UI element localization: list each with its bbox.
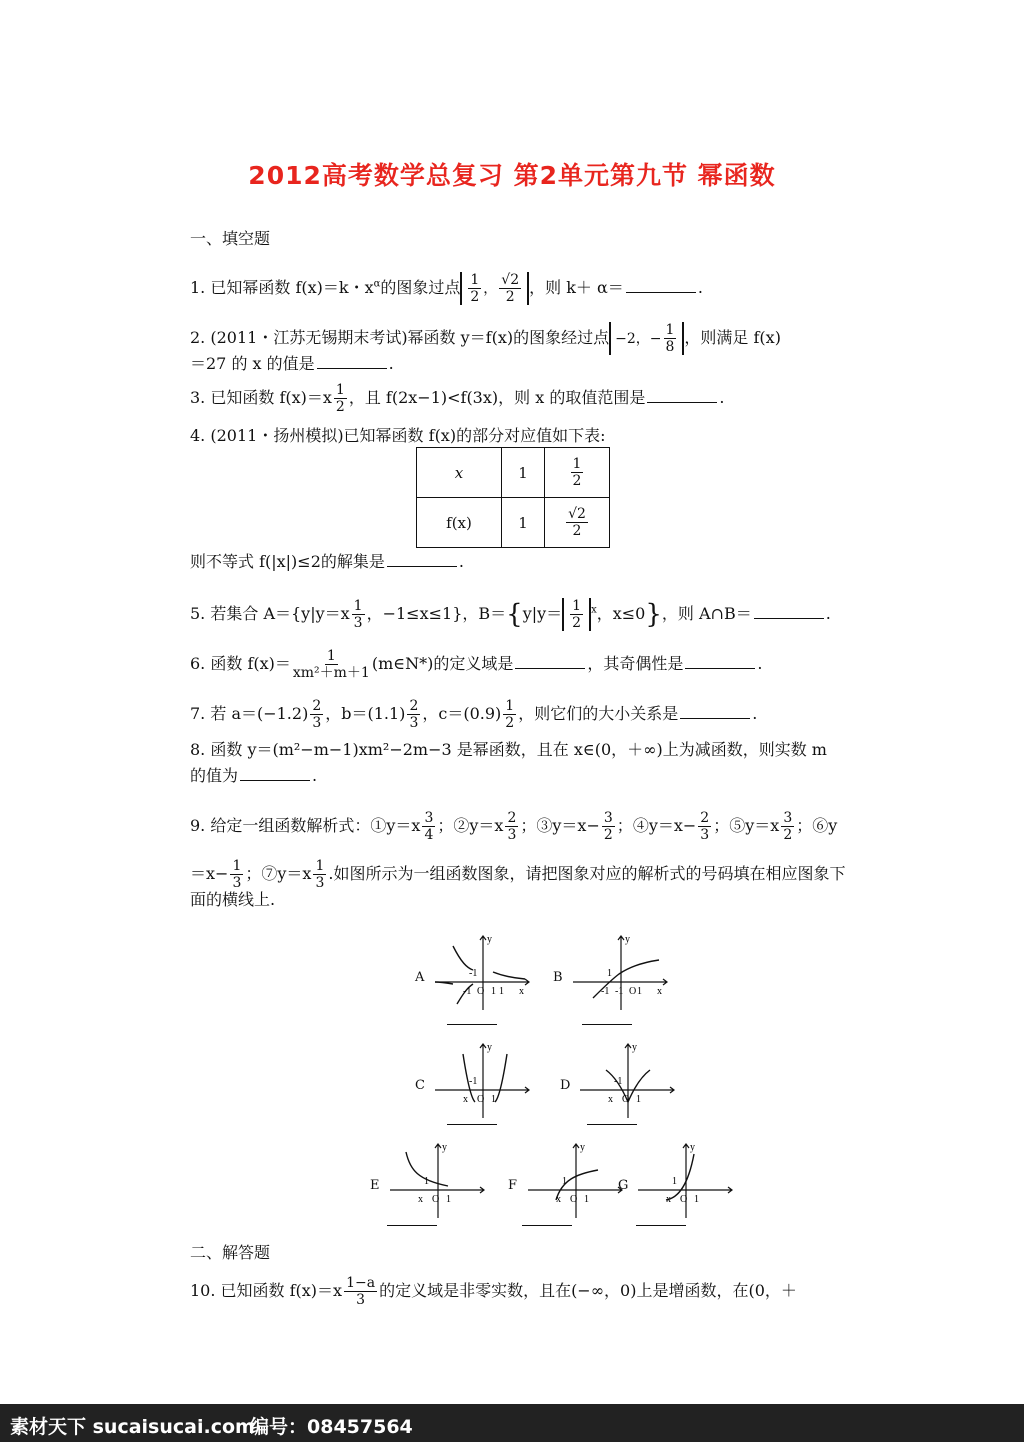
answer-blank[interactable] — [240, 766, 310, 781]
tick-label: 1 — [694, 1194, 699, 1205]
tick-label: x — [463, 1094, 468, 1105]
tick-label: y — [690, 1142, 695, 1153]
axes — [435, 1044, 529, 1118]
question-2: 2. (2011・江苏无锡期末考试)幂函数 y＝f(x)的图象经过点 −2， − $\frac{1}{8}$ ，则满足 f(x) — [190, 322, 781, 355]
tick-label: 1 — [637, 986, 642, 997]
graph-answer-blank[interactable] — [636, 1225, 686, 1226]
graph-label-E: E — [370, 1178, 380, 1193]
question-8-line2: 的值为 . — [190, 766, 318, 785]
question-1: 1. 已知幂函数 f(x)＝k・$x^\alpha$的图象过点 $\frac{1}{2}$ ， $\frac{√2}{2}$ ，则 k＋ α＝ . — [190, 272, 703, 305]
answer-blank[interactable] — [685, 654, 755, 669]
tick-label: -1 — [469, 968, 478, 979]
answer-blank[interactable] — [680, 704, 750, 719]
question-6: 6. 函数 f(x)＝ $\frac{1}{\text{xm²＋m＋1}}$ (m∈N*)的定义域是 ，其奇偶性是 . — [190, 648, 763, 681]
tick-label: 1 — [584, 1194, 589, 1205]
graph-answer-blank[interactable] — [387, 1225, 437, 1226]
watermark-id: 编号：08457564 — [250, 1416, 413, 1438]
tick-label: -1 — [601, 986, 610, 997]
section-fill-in: 一、填空题 — [190, 229, 271, 248]
answer-blank[interactable] — [515, 654, 585, 669]
table-cell: 1 — [502, 498, 545, 548]
tick-label: y — [442, 1142, 447, 1153]
page-title: 2012高考数学总复习 第2单元第九节 幂函数 — [248, 161, 776, 190]
graph-D — [578, 1040, 678, 1120]
tick-label: x — [666, 1194, 671, 1205]
axes — [528, 1144, 622, 1218]
watermark-site: 素材天下 sucaisucai.com — [10, 1416, 255, 1438]
answer-blank[interactable] — [647, 388, 717, 403]
point-bracket: −2， − $\frac{1}{8}$ — [609, 322, 684, 355]
answer-blank[interactable] — [387, 552, 457, 567]
tick-label: O — [629, 986, 637, 997]
graph-answer-blank[interactable] — [522, 1225, 572, 1226]
graph-G — [636, 1140, 736, 1220]
point-bracket: $\frac{1}{2}$ ， $\frac{√2}{2}$ — [460, 272, 529, 305]
tick-label: -1 — [463, 986, 472, 997]
answer-blank[interactable] — [626, 278, 696, 293]
tick-label: x — [418, 1194, 423, 1205]
tick-label: 1 — [562, 1176, 567, 1187]
graph-C — [433, 1040, 533, 1120]
function-option-5: ⑤y＝x $\frac{3}{2}$ ； — [729, 810, 813, 843]
question-3: 3. 已知函数 f(x)＝x $\frac{1}{2}$ ，且 f(2x−1)<f(3x)，则 x 的取值范围是 . — [190, 382, 725, 415]
watermark-bar — [0, 1404, 1024, 1442]
tick-label: O — [570, 1194, 578, 1205]
axes — [390, 1144, 484, 1218]
question-4: 4. (2011・扬州模拟)已知幂函数 f(x)的部分对应值如下表: — [190, 426, 606, 445]
tick-label: 1 — [446, 1194, 451, 1205]
table-cell: 1 — [502, 448, 545, 498]
question-9-line2: ＝x− $\frac{1}{3}$ ；⑦y＝x $\frac{1}{3}$ .如图所示为一组函数图象，请把图象对应的解析式的号码填在相应图象下 — [190, 858, 846, 891]
tick-label: x — [608, 1094, 613, 1105]
tick-label: O — [622, 1094, 630, 1105]
tick-label: 1 — [491, 1094, 496, 1105]
answer-blank[interactable] — [317, 354, 387, 369]
table-cell: $\frac{1}{2}$ — [545, 448, 610, 498]
tick-label: y — [625, 934, 630, 945]
function-option-1: ①y＝x $\frac{3}{4}$ ； — [370, 810, 454, 843]
tick-label: O — [432, 1194, 440, 1205]
graph-answer-blank[interactable] — [582, 1024, 632, 1025]
section-answer: 二、解答题 — [190, 1243, 271, 1262]
graph-answer-blank[interactable] — [447, 1124, 497, 1125]
question-4-after: 则不等式 f(|x|)≤2的解集是 . — [190, 552, 464, 571]
function-option-2: ②y＝x $\frac{2}{3}$ ； — [453, 810, 537, 843]
tick-label: 1 — [491, 986, 496, 997]
question-9-line3: 面的横线上. — [190, 890, 276, 909]
function-option-4: ④y＝x− $\frac{2}{3}$ ； — [632, 810, 730, 843]
tick-label: -1 — [614, 1076, 623, 1087]
axes — [435, 936, 529, 1010]
tick-label: 1 — [636, 1094, 641, 1105]
graph-label-F: F — [508, 1178, 518, 1193]
graph-label-B: B — [553, 970, 563, 985]
graph-answer-blank[interactable] — [447, 1024, 497, 1025]
tick-label: x — [519, 986, 524, 997]
axes — [638, 1144, 732, 1218]
axes — [580, 1044, 674, 1118]
question-9: 9. 给定一组函数解析式：①y＝x $\frac{3}{4}$ ；②y＝x $\frac{2}{3}$ ；③y＝x− $\frac{3}{2}$ ；④y＝x− $\frac{2}{3}$ ；⑤y＝x $\frac{3}{2}$ ；⑥y — [190, 810, 838, 843]
tick-label: O — [477, 986, 485, 997]
tick-label: y — [632, 1042, 637, 1053]
tick-label: O — [477, 1094, 485, 1105]
tick-label: -1 — [615, 986, 624, 997]
tick-label: y — [487, 1042, 492, 1053]
graph-label-C: C — [415, 1078, 425, 1093]
tick-label: y — [487, 934, 492, 945]
graph-label-D: D — [560, 1078, 571, 1093]
tick-label: 1 — [499, 986, 504, 997]
graph-E — [388, 1140, 488, 1220]
question-10: 10. 已知函数 f(x)＝x $\frac{1-a}{3}$ 的定义域是非零实数，且在(−∞，0)上是增函数，在(0，＋ — [190, 1275, 797, 1308]
answer-blank[interactable] — [754, 604, 824, 619]
question-5: 5. 若集合 A＝{y|y＝x $\frac{1}{3}$ ，−1≤x≤1}，B＝{y|y＝ $\frac{1}{2}$ $^x$，x≤0}，则 A∩B＝ . — [190, 598, 831, 631]
tick-label: x — [657, 986, 662, 997]
table-cell: f(x) — [417, 498, 502, 548]
question-8: 8. 函数 y＝(m²−m−1)xm²−2m−3 是幂函数，且在 x∈(0，＋∞)上为减函数，则实数 m — [190, 740, 827, 759]
question-2-line2: ＝27 的 x 的值是 . — [190, 354, 394, 373]
tick-label: -1 — [469, 1076, 478, 1087]
tick-label: 1 — [424, 1176, 429, 1187]
tick-label: 1 — [607, 968, 612, 979]
tick-label: 1 — [672, 1176, 677, 1187]
table-cell: $\frac{√2}{2}$ — [545, 498, 610, 548]
graph-label-G: G — [618, 1178, 629, 1193]
tick-label: y — [580, 1142, 585, 1153]
tick-label: x — [556, 1194, 561, 1205]
graph-A — [433, 932, 533, 1012]
question-7: 7. 若 a＝(−1.2) $\frac{2}{3}$ ，b＝(1.1) $\frac{2}{3}$ ，c＝(0.9) $\frac{1}{2}$ ，则它们的大小关系是 . — [190, 698, 758, 731]
graph-F — [526, 1140, 629, 1220]
value-table — [416, 447, 610, 548]
graph-B — [571, 932, 671, 1012]
function-option-3: ③y＝x− $\frac{3}{2}$ ； — [536, 810, 633, 843]
graph-answer-blank[interactable] — [587, 1124, 637, 1125]
table-cell: x — [417, 448, 502, 498]
graph-label-A: A — [415, 970, 425, 985]
tick-label: O — [680, 1194, 688, 1205]
